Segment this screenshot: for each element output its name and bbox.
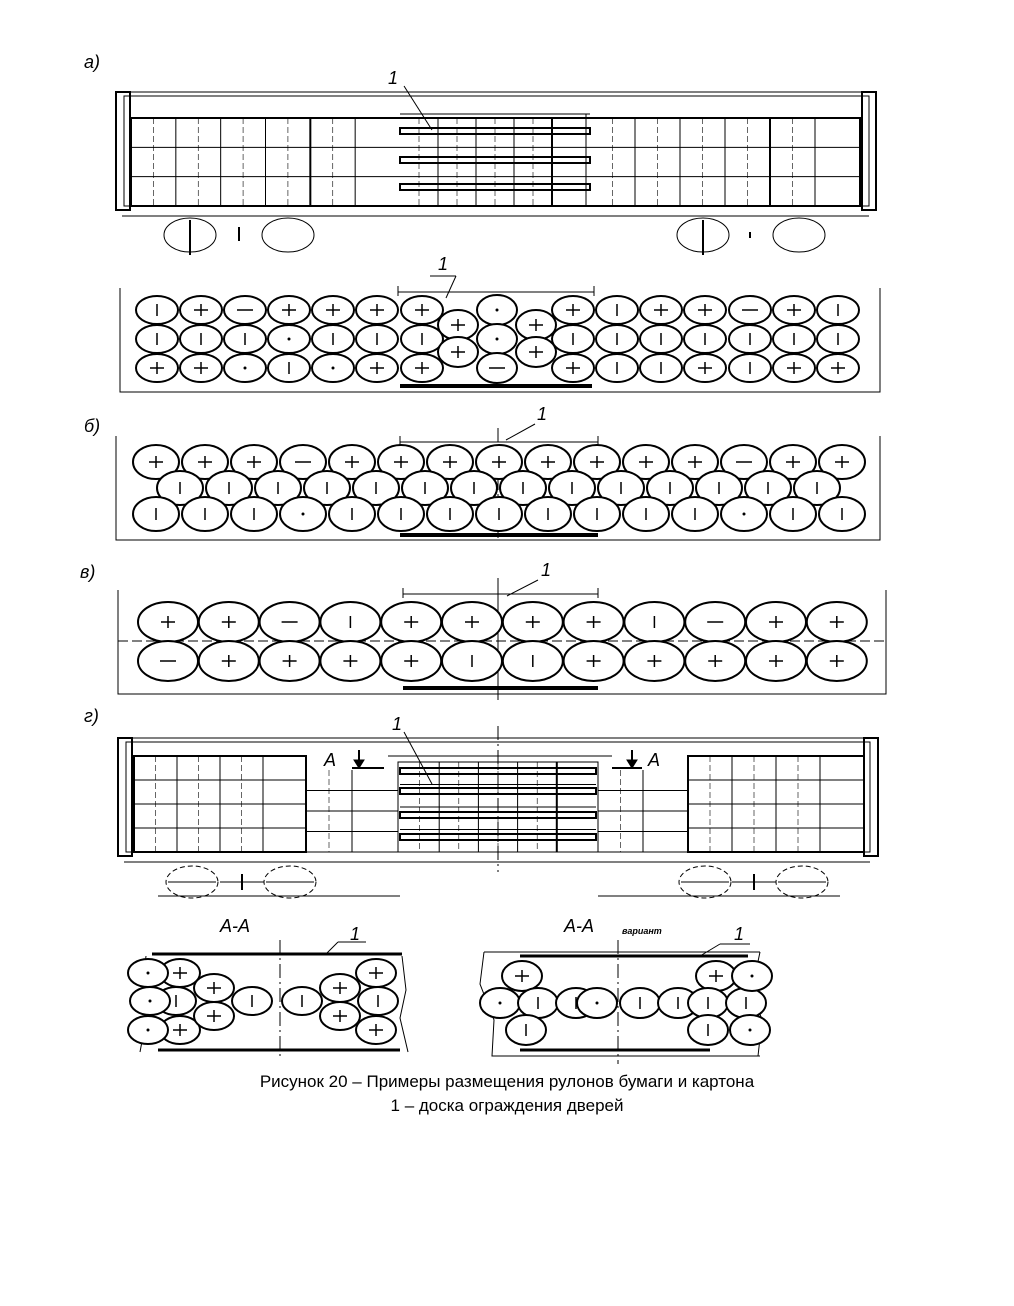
panel-v-label: в) xyxy=(80,562,96,582)
paper-roll xyxy=(260,602,320,642)
paper-roll xyxy=(280,497,326,531)
paper-roll xyxy=(746,602,806,642)
paper-roll xyxy=(640,325,682,353)
paper-roll xyxy=(182,497,228,531)
paper-roll xyxy=(320,1002,360,1030)
paper-roll xyxy=(224,325,266,353)
paper-roll xyxy=(194,1002,234,1030)
paper-roll xyxy=(685,602,745,642)
paper-roll xyxy=(640,354,682,382)
panel-v-plan-view xyxy=(80,560,886,700)
paper-roll xyxy=(817,354,859,382)
panel-g-label: г) xyxy=(84,706,99,726)
paper-roll xyxy=(574,497,620,531)
section-aa-right-subtitle: вариант xyxy=(622,926,662,936)
paper-roll xyxy=(477,353,517,383)
paper-roll xyxy=(312,296,354,324)
panel-b-callout: 1 xyxy=(537,404,548,424)
section-aa-left xyxy=(128,916,408,1060)
paper-roll xyxy=(684,354,726,382)
paper-roll xyxy=(503,602,563,642)
paper-roll xyxy=(138,602,198,642)
paper-roll xyxy=(356,325,398,353)
paper-roll xyxy=(268,296,310,324)
paper-roll xyxy=(732,961,772,991)
bogie-right xyxy=(598,866,840,898)
panel-b-label: б) xyxy=(84,416,101,436)
paper-roll xyxy=(260,641,320,681)
paper-roll xyxy=(770,497,816,531)
paper-roll xyxy=(620,988,660,1018)
svg-text:А: А xyxy=(648,750,661,770)
paper-roll xyxy=(320,641,380,681)
panel-a-label: а) xyxy=(84,52,101,72)
paper-roll xyxy=(130,987,170,1015)
paper-roll xyxy=(427,497,473,531)
paper-roll xyxy=(477,324,517,354)
paper-roll xyxy=(268,354,310,382)
paper-roll xyxy=(224,354,266,382)
paper-roll xyxy=(136,354,178,382)
paper-roll xyxy=(729,296,771,324)
svg-text:А: А xyxy=(324,750,337,770)
paper-roll xyxy=(684,296,726,324)
paper-roll xyxy=(381,602,441,642)
paper-roll xyxy=(624,602,684,642)
paper-roll xyxy=(358,987,398,1015)
paper-roll xyxy=(685,641,745,681)
paper-roll xyxy=(773,325,815,353)
paper-roll xyxy=(232,987,272,1015)
figure-caption: Рисунок 20 – Примеры размещения рулонов бумаги и картона xyxy=(259,1072,755,1091)
bogie-left xyxy=(164,218,314,255)
paper-roll xyxy=(518,988,558,1018)
panel-v-callout: 1 xyxy=(541,560,552,580)
paper-roll xyxy=(552,354,594,382)
paper-roll xyxy=(477,295,517,325)
paper-roll xyxy=(199,641,259,681)
paper-roll xyxy=(817,296,859,324)
paper-roll xyxy=(726,988,766,1018)
figure-legend: 1 – доска ограждения дверей xyxy=(390,1096,624,1115)
paper-roll xyxy=(180,296,222,324)
paper-roll xyxy=(624,641,684,681)
paper-roll xyxy=(356,354,398,382)
section-aa-left-title: А-А xyxy=(220,916,251,936)
paper-roll xyxy=(564,602,624,642)
paper-roll xyxy=(180,325,222,353)
panel-b-rolls xyxy=(133,445,865,531)
paper-roll xyxy=(502,961,542,991)
paper-roll xyxy=(672,497,718,531)
panel-g-roll-grid xyxy=(134,756,864,852)
paper-roll xyxy=(596,296,638,324)
section-aa-right-rolls xyxy=(480,961,772,1045)
paper-roll xyxy=(128,1016,168,1044)
paper-roll xyxy=(688,988,728,1018)
paper-roll xyxy=(136,325,178,353)
paper-roll xyxy=(506,1015,546,1045)
paper-roll xyxy=(746,641,806,681)
paper-roll xyxy=(564,641,624,681)
bogie-right xyxy=(677,218,825,255)
paper-roll xyxy=(381,641,441,681)
paper-roll xyxy=(623,497,669,531)
paper-roll xyxy=(438,310,478,340)
section-aa-right-callout: 1 xyxy=(734,924,745,944)
paper-roll xyxy=(136,296,178,324)
panel-g-callout: 1 xyxy=(392,714,403,734)
section-mark-right xyxy=(612,750,660,770)
paper-roll xyxy=(503,641,563,681)
paper-roll xyxy=(312,325,354,353)
paper-roll xyxy=(552,325,594,353)
paper-roll xyxy=(356,296,398,324)
section-mark-left xyxy=(323,750,384,770)
paper-roll xyxy=(596,354,638,382)
paper-roll xyxy=(684,325,726,353)
paper-roll xyxy=(773,354,815,382)
paper-roll xyxy=(688,1015,728,1045)
panel-a-callout: 1 xyxy=(388,68,399,88)
panel-a-plan-callout: 1 xyxy=(438,254,449,274)
paper-roll xyxy=(729,354,771,382)
panel-a-side-view xyxy=(84,52,877,255)
paper-roll xyxy=(312,354,354,382)
paper-roll xyxy=(525,497,571,531)
paper-roll xyxy=(401,325,443,353)
paper-roll xyxy=(378,497,424,531)
paper-roll xyxy=(516,337,556,367)
paper-roll xyxy=(180,354,222,382)
panel-g-side-view xyxy=(84,706,878,898)
paper-roll xyxy=(199,602,259,642)
paper-roll xyxy=(320,602,380,642)
section-aa-right-title: А-А xyxy=(564,916,595,936)
paper-roll xyxy=(773,296,815,324)
paper-roll xyxy=(480,988,520,1018)
paper-roll xyxy=(442,641,502,681)
paper-roll xyxy=(329,497,375,531)
paper-roll xyxy=(268,325,310,353)
paper-roll xyxy=(442,602,502,642)
paper-roll xyxy=(819,497,865,531)
paper-roll xyxy=(282,987,322,1015)
bogie-left xyxy=(158,866,400,898)
paper-roll xyxy=(640,296,682,324)
paper-roll xyxy=(807,602,867,642)
paper-roll xyxy=(438,337,478,367)
paper-roll xyxy=(401,354,443,382)
paper-roll xyxy=(552,296,594,324)
paper-roll xyxy=(356,959,396,987)
section-aa-left-callout: 1 xyxy=(350,924,361,944)
paper-roll xyxy=(730,1015,770,1045)
paper-roll xyxy=(696,961,736,991)
paper-roll xyxy=(401,296,443,324)
paper-roll xyxy=(356,1016,396,1044)
section-aa-left-rolls xyxy=(128,959,398,1044)
paper-roll xyxy=(224,296,266,324)
paper-roll xyxy=(807,641,867,681)
paper-roll xyxy=(577,988,617,1018)
paper-roll xyxy=(729,325,771,353)
paper-roll xyxy=(128,959,168,987)
panel-a-rolls xyxy=(136,295,859,383)
paper-roll xyxy=(231,497,277,531)
paper-roll xyxy=(138,641,198,681)
panel-a-plan-view xyxy=(120,254,880,392)
paper-roll xyxy=(133,497,179,531)
section-aa-right xyxy=(480,916,772,1064)
paper-roll xyxy=(721,497,767,531)
panel-b-plan-view xyxy=(84,404,880,540)
paper-roll xyxy=(817,325,859,353)
paper-roll xyxy=(476,497,522,531)
paper-roll xyxy=(320,974,360,1002)
paper-roll xyxy=(596,325,638,353)
paper-roll xyxy=(194,974,234,1002)
paper-roll xyxy=(516,310,556,340)
